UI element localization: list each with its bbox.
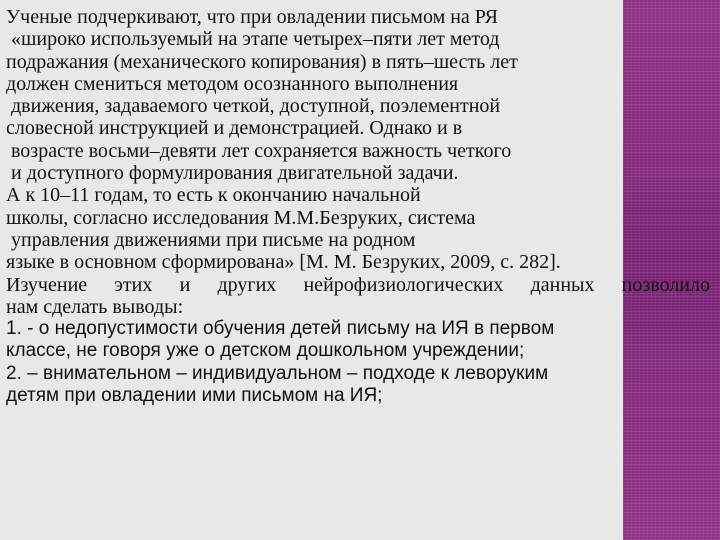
text-line: подражания (механического копирования) в пять–шесть лет [6, 50, 518, 73]
text-line: Изучение этих и других нейрофизиологических данных позволило [6, 273, 710, 296]
text-line: возрасте восьми–девяти лет сохраняется важность четкого [6, 139, 512, 162]
text-line: А к 10–11 годам, то есть к окончанию начальной [6, 184, 421, 207]
text-line: Ученые подчеркивают, что при овладении письмом на РЯ [6, 6, 499, 28]
text-line: детям при овладении ими письмом на ИЯ; [6, 385, 383, 407]
text-line: и доступного формулирования двигательной задачи. [6, 162, 459, 185]
text-line: управления движениями при письме на родном [6, 228, 416, 251]
text-line: словесной инструкцией и демонстрацией. Однако и в [6, 117, 463, 140]
text-line: 2. – внимательном – индивидуальном – подходе к леворуким [6, 362, 549, 384]
text-line: школы, согласно исследования М.М.Безруких, система [6, 206, 476, 229]
text-line: нам сделать выводы: [6, 295, 184, 318]
text-line: языке в основном сформирована» [М. М. Безруких, 2009, с. 282]. [6, 251, 561, 274]
text-line: движения, задаваемого четкой, доступной, поэлементной [6, 95, 501, 118]
slide-text-body [6, 6, 714, 407]
text-line: 1. - о недопустимости обучения детей письму на ИЯ в первом [6, 318, 555, 340]
text-line: классе, не говоря уже о детском дошкольном учреждении; [6, 340, 525, 362]
text-line: должен смениться методом осознанного выполнения [6, 72, 459, 95]
text-line: «широко используемый на этапе четырех–пяти лет метод [6, 28, 500, 51]
